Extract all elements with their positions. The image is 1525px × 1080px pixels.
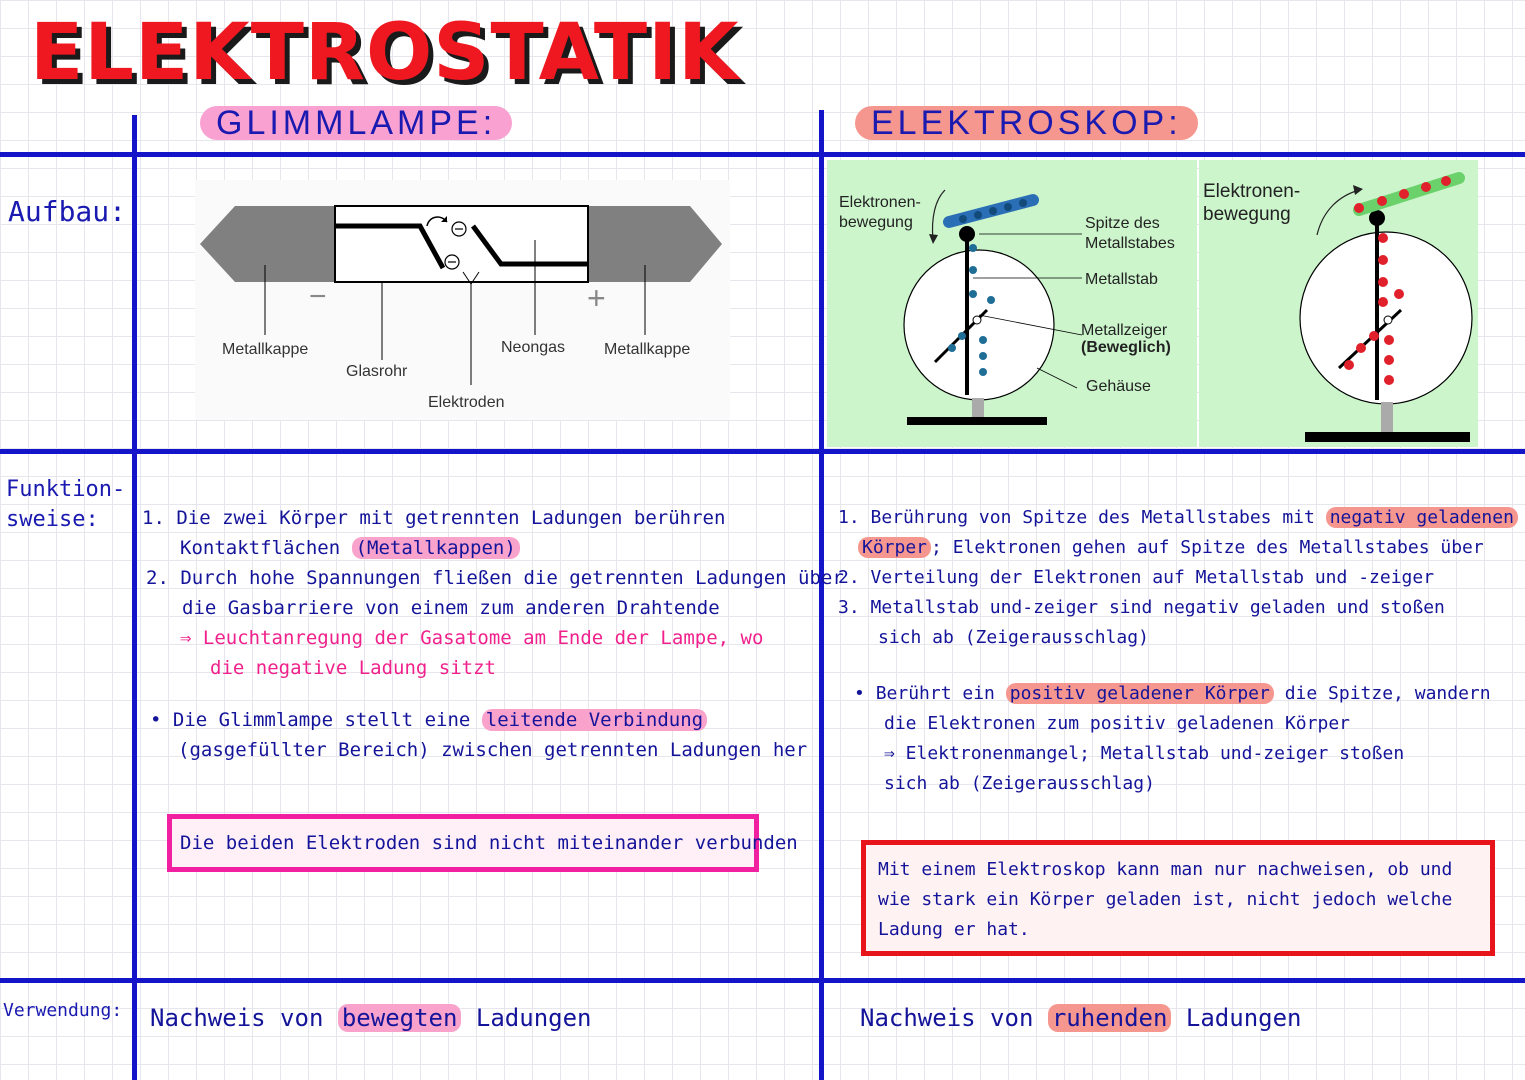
glimmlampe-funktion (142, 503, 844, 765)
row-label-verwendung: Verwendung: (3, 1000, 123, 1021)
elektroskop-diagram-positive (1199, 160, 1478, 447)
column-header-glimmlampe: GLIMMLAMPE: (200, 106, 512, 140)
eskop-bullet-line-3: ⇒ Elektronenmangel; Metallstab und-zeiger stoßen (884, 743, 1405, 764)
row-label-funktionsweise (6, 475, 125, 535)
verwendung-glimmlampe: Nachweis von bewegten Ladungen (150, 1004, 592, 1032)
grid-line-bottom (0, 978, 1525, 983)
highlight-ruhenden: ruhenden (1048, 1004, 1172, 1032)
eskop-point-1-line-1: 1. Berührung von Spitze des Metallstabes mit negativ geladenen (838, 503, 1518, 533)
elektroskop-diagram-negative (827, 160, 1197, 447)
highlight-metallkappen: (Metallkappen) (352, 537, 520, 559)
column-header-elektroskop: ELEKTROSKOP: (855, 106, 1198, 140)
minus-sign: − (309, 280, 327, 313)
label-neongas: Neongas (501, 339, 566, 356)
stand-post-positive (1381, 402, 1393, 432)
glimm-bullet-line-1: • Die Glimmlampe stellt eine leitende Verbindung (142, 705, 844, 735)
label-elektroden: Elektroden (428, 394, 505, 411)
glimm-point-2-line-2: die Gasbarriere von einem zum anderen Drahtende (182, 597, 720, 619)
label-spitze: Spitze des Metallstabes (1085, 215, 1175, 252)
eskop-point-2: 2. Verteilung der Elektronen auf Metallstab und -zeiger (838, 567, 1435, 588)
movement-arrow (933, 190, 946, 240)
label-metallkappe-left: Metallkappe (222, 341, 309, 358)
plus-sign: + (587, 280, 606, 316)
glass-tube (335, 206, 588, 282)
rod-tip-positive (1369, 210, 1385, 226)
page-title: ELEKTROSTATIK (30, 8, 740, 98)
glimmlampe-drawing (195, 180, 730, 420)
movement-arrow-positive (1317, 190, 1359, 235)
label-metallzeiger: Metallzeiger (Beweglich) (1081, 322, 1171, 356)
eskop-point-3-line-2: sich ab (Zeigerausschlag) (878, 627, 1149, 648)
glimm-point-1-line-1: 1. Die zwei Körper mit getrennten Ladungen berühren (142, 507, 726, 529)
label-gehaeuse: Gehäuse (1086, 378, 1151, 395)
label-elektronenbewegung-right: Elektronen- bewegung (1203, 181, 1301, 225)
stand-base-positive (1305, 432, 1470, 442)
glimm-point-2-line-4: die negative Ladung sitzt (210, 657, 496, 679)
label-metallstab: Metallstab (1085, 271, 1158, 288)
grid-line-top (0, 152, 1525, 157)
eskop-bullet-line-1: • Berührt ein positiv geladener Körper die Spitze, wandern (854, 683, 1491, 704)
grid-line-left (132, 115, 137, 1080)
rod-tip (959, 226, 975, 242)
glimm-bullet-line-2: (gasgefüllter Bereich) zwischen getrennten Ladungen her (178, 739, 808, 761)
eskop-point-1-line-2: Körper ; Elektronen gehen auf Spitze des Metallstabes über (838, 533, 1518, 563)
verwendung-elektroskop: Nachweis von ruhenden Ladungen (860, 1004, 1302, 1032)
label-elektronenbewegung-left: Elektronen- bewegung (839, 194, 921, 231)
eskop-point-3-line-1: 3. Metallstab und-zeiger sind negativ geladen und stoßen (838, 597, 1445, 618)
row-label-funktion-2: sweise: (6, 507, 99, 532)
highlight-leitende-verbindung: leitende Verbindung (482, 709, 707, 731)
eskop-bullet-line-2: die Elektronen zum positiv geladenen Körper (884, 713, 1350, 734)
glimm-point-1-line-2: Kontaktflächen (Metallkappen) (142, 533, 844, 563)
highlight-bewegten: bewegten (338, 1004, 462, 1032)
label-glasrohr: Glasrohr (346, 363, 408, 380)
grid-line-middle (0, 449, 1525, 454)
highlight-positiv-geladener-koerper: positiv geladener Körper (1006, 683, 1274, 704)
glimm-point-2-line-3: ⇒ Leuchtanregung der Gasatome am Ende der Lampe, wo (180, 627, 764, 649)
elektroskop-note-box: Mit einem Elektroskop kann man nur nachweisen, ob und wie stark ein Körper geladen ist, nicht jedoch welche Ladung er hat. (861, 840, 1495, 956)
row-label-funktion-1: Funktion- (6, 477, 126, 502)
highlight-koerper: Körper (858, 537, 931, 558)
glimm-point-2-line-1: 2. Durch hohe Spannungen fließen die getrennten Ladungen über (146, 567, 844, 589)
glimmlampe-note-box: Die beiden Elektroden sind nicht miteinander verbunden (167, 814, 759, 872)
elektroskop-funktion (838, 503, 1518, 799)
stand-base (907, 417, 1047, 425)
glimmlampe-diagram (195, 180, 730, 420)
label-metallkappe-right: Metallkappe (604, 341, 691, 358)
stand-post (972, 398, 984, 420)
row-label-aufbau: Aufbau: (8, 195, 127, 228)
eskop-bullet-line-4: sich ab (Zeigerausschlag) (884, 773, 1155, 794)
highlight-negativ-geladenen: negativ geladenen (1326, 507, 1518, 528)
